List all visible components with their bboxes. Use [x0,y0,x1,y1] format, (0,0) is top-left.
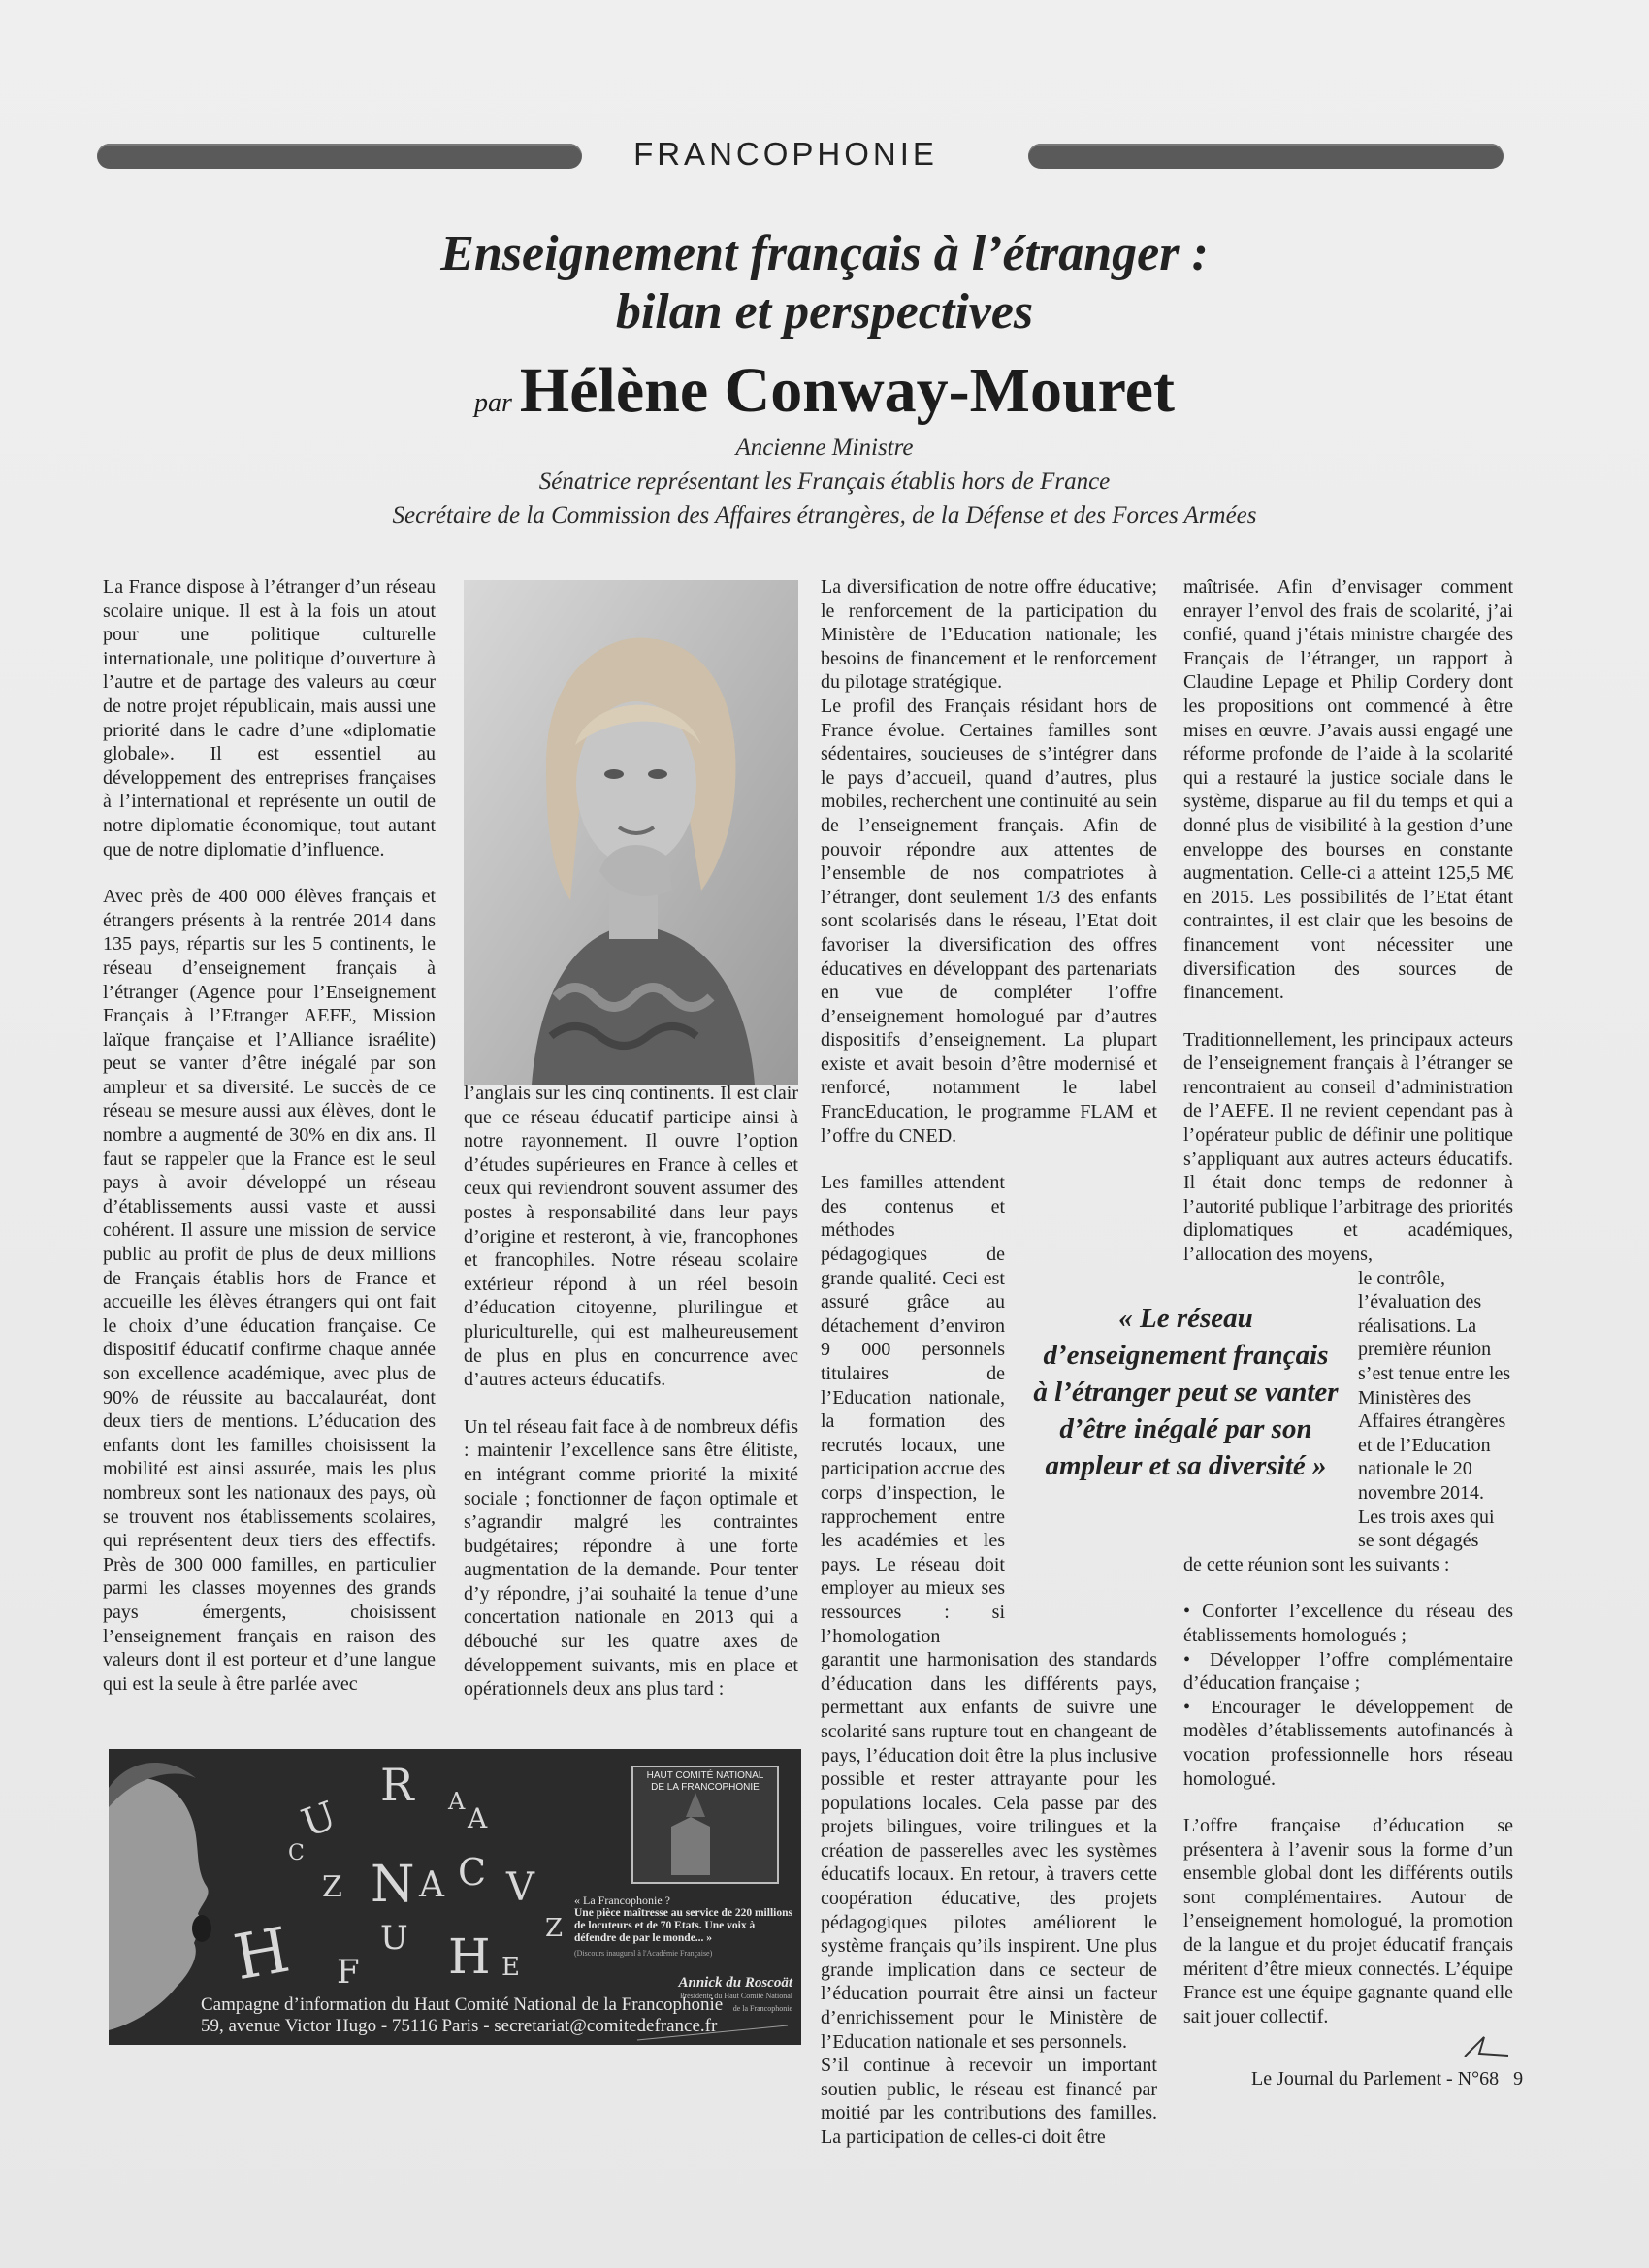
column-3-paragraph-3b: garantit une harmonisation des standards d’éducation dans les différents pays, permettant aux enfants de suivre une scolarité sans rupture tout en changeant de pays, l’éducation doit être la plus inclusive possible et rester attrayante pour les populations locales. Cela passe par des projets bilingues, voire trilingues et la création de passerelles avec les systèmes éducatifs locaux. En retour, à travers cette coopération éducative, des projets pédagogiques pilotes améliorent le système français qu’ils inspirent. Une plus grande implication dans ce secteur de l’éducation pourrait être ainsi un facteur d’enrichissement pour le Ministère de l’Education nationale et ses personnels. [821,1649,1157,2053]
header-rule-left [97,144,582,169]
pull-quote: « Le réseau d’enseignement français à l’étranger peut se vanter d’être inégalé par son ampleur et sa diversité » [1033,1303,1339,1481]
ad-letter: V [506,1865,534,1910]
ad-letter: A [448,1788,466,1815]
column-2-paragraph-1: l’anglais sur les cinq continents. Il est clair que ce réseau éducatif participe ainsi à notre rayonnement. Il ouvre l’option d’études supérieures en France à celles et ceux qui reviendront souvent assumer des postes à responsabilité dans leur pays d’origine et resteront, à vie, francophones et francophiles. Notre réseau scolaire extérieur répond à un réel besoin d’éducation citoyenne, plurilingue et pluriculturelle, qui est malheureusement de plus en plus en concurrence avec d’autres acteurs éducatifs. [464,1083,798,1391]
author-role-1: Ancienne Ministre [735,435,914,461]
column-2-paragraph-2: Un tel réseau fait face à de nombreux défis : maintenir l’excellence sans être élitiste, en intégrant comme priorité la mixité sociale ; fonctionner de façon optimale et s’agrandir malgré les contraintes budgétaires; répondre à une forte augmentation de la demande. Pour tenter d’y répondre, j’ai souhaité la tenue d’une concertation nationale en 2013 qui a débouché sur les quatre axes de développement suivants, mis en place et opérationnels deux ans plus tard : [464,1415,798,1701]
column-4 [1183,575,1513,2081]
author-name: Hélène Conway-Mouret [519,355,1176,426]
author-photo [464,580,798,1085]
ad-letter: U [380,1919,408,1958]
ad-quote-source: (Discours inaugural à l'Académie Française) [574,1949,713,1958]
journal-name: Le Journal du Parlement - N°68 [1251,2068,1500,2090]
byline-par: par [473,388,512,418]
ad-badge-line2: DE LA FRANCOPHONIE [651,1782,760,1793]
ad-letters [228,1759,584,2011]
ad-letter: A [419,1865,444,1905]
ad-letter: Z [322,1870,342,1904]
ad-letter: F [337,1953,360,1992]
column-3-paragraph-4: S’il continue à recevoir un important soutien public, le réseau est financé par moitié par les contributions des familles. La participation de celles-ci doit être [821,2055,1157,2148]
author-role-3: Secrétaire de la Commission des Affaires étrangères, de la Défense et des Forces Armées [392,502,1257,529]
page-number: 9 [1513,2068,1524,2090]
francophonie-advertisement [109,1749,801,2045]
column-1-paragraph-2: Avec près de 400 000 élèves français et étrangers présents à la rentrée 2014 dans 135 pays, répartis sur les 5 continents, le réseau d’enseignement français à l’étranger (Agence pour l’Enseignement Français à l’Etranger AEFE, Mission laïque française et l’Alliance israélite) peut se vanter d’être inégalé par son ampleur et sa diversité. Le succès de ce réseau se mesure aussi aux élèves, dont le nombre a augmenté de 30% en dix ans. Il faut se rappeler que la France est le seul pays à avoir développé un réseau d’établissements aussi vaste et aussi cohérent. Il assure une mission de service public au profit de plus de deux millions de Français établis hors de France et accueille les élèves étrangers qui ont fait le choix d’une éducation française. Ce dispositif éducatif confirme chaque année son excellence académique, avec plus de 90% de réussite au baccalauréat, dont deux tiers de mentions. L’éducation des enfants dont les familles choisissent la mobilité est ainsi assurée, mais les plus nombreux sont les nationaux des pays, où se trouvent nos établissements scolaires, qui représentent deux tiers des effectifs. Près de 300 000 familles, en particulier parmi les classes moyennes des grands pays émergents, choisissent l’enseignement français en raison des valeurs dont il est porteur et d’une langue qui est la seule à être parlée avec [103,886,436,1695]
signature-glyph [1455,2032,1513,2061]
ad-letter: R [380,1759,414,1811]
ad-footer-line2: 59, avenue Victor Hugo - 75116 Paris - secretariat@comitedefrance.fr [201,2016,718,2036]
article-title-line1: Enseignement français à l’étranger : [440,226,1209,281]
page-footer [1251,2068,1523,2090]
column-4-bullet-1: • Conforter l’excellence du réseau des établissements homologués ; [1183,1601,1513,1646]
ad-letter: Z [545,1914,564,1943]
ad-letter: E [501,1953,520,1982]
column-3-paragraph-3a: Les familles attendent des contenus et méthodes pédagogiques de grande qualité. Ceci est assuré grâce au détachement d’environ 9 000 personnels titulaires de l’Education nationale, la formation des recrutés locaux, une participation accrue des corps d’inspection, le rapprochement entre les académies et les pays. Le réseau doit employer au mieux ses ressources : si l’homologation [821,1172,1005,1647]
ad-quote-title: « La Francophonie ? [574,1894,670,1907]
ad-signature-role-1: Présidente du Haut Comité National [680,1992,792,2000]
ad-letter: N [371,1856,415,1914]
ad-signature: Annick du Roscoät [678,1975,792,1991]
column-2 [464,1082,798,1725]
ad-signature-role-2: de la Francophonie [732,2004,792,2013]
ad-quote-text: Une pièce maîtresse au service de 220 millions de locuteurs et de 70 Etats. Une voix à défendre de par le monde... » [574,1907,792,1944]
ad-badge-line1: HAUT COMITÉ NATIONAL [646,1770,764,1781]
column-4-paragraph-3: L’offre française d’éducation se présentera à l’avenir sous la forme d’un ensemble global dont les différents outils sont complémentaires. Autour de l’enseignement homologué, la promotion de la langue et du projet éducatif français méritent d’être mieux connectés. L’équipe France est une équipe gagnante quand elle sait jouer collectif. [1183,1815,1513,2027]
ad-footer [201,1994,783,2037]
column-4-bullet-2: • Développer l’offre complémentaire d’éducation française ; [1183,1648,1513,1695]
ad-letter: A [468,1802,488,1834]
byline [291,354,1358,428]
column-3-paragraph-2: Le profil des Français résidant hors de France évolue. Certaines familles sont sédentaires, soucieuses de s’intégrer dans le pays d’accueil, quand d’autres, plus mobiles, recherchent une continuité au sein de l’enseignement français. Afin de pouvoir répondre aux attentes de l’ensemble de nos compatriotes à l’étranger, dont seulement 1/3 des enfants sont scolarisés dans le réseau, l’Etat doit favoriser la diversification des offres éducatives en développant des partenariats en vue de compléter l’offre d’enseignement homologué par d’autres dispositifs d’enseignement. La plupart existe et avait besoin d’être modernisé et renforcé, notamment le label FrancEducation, le programme FLAM et l’offre du CNED. [821,695,1157,1147]
ad-badge [637,1770,773,1794]
column-4-paragraph-2b: le contrôle, l’évaluation des réalisations. La première réunion s’est tenue entre les Ministères des Affaires étrangères et de l’Education nationale le 20 novembre 2014. Les trois axes qui se sont dégagés [1358,1267,1511,1552]
column-4-paragraph-1: maîtrisée. Afin d’envisager comment enrayer l’envol des frais de scolarité, j’ai confié, quand j’étais ministre chargée des Français de l’étranger, un rapport à Claudine Lepage et Philip Cordery dont les propositions ont commencé à être mises en œuvre. J’avais aussi engagé une réforme profonde de l’aide à la scolarité qui a restauré la justice sociale dans le système, disparue au fil du temps et qui a donné plus de visibilité à la gestion d’une enveloppe des bourses en constante augmentation. Celle-ci a atteint 125,5 M€ en 2015. Les possibilités de l’Etat étant contraintes, il est clair que les besoins de financement vont nécessiter une diversification des sources de financement. [1183,576,1513,1004]
section-label: FRANCOPHONIE [633,136,938,172]
ad-letter: C [288,1841,305,1865]
header-rule-right [1028,144,1504,169]
column-4-bullet-3: • Encourager le développement de modèles d’établissements autofinancés à vocation professionnelle hors réseau homologué. [1183,1696,1513,1790]
ad-letter: U [296,1793,342,1847]
column-4-paragraph-2a: Traditionnellement, les principaux acteurs de l’enseignement français à l’étranger se rencontraient au conseil d’administration de l’AEFE. Il ne revient cependant pas à l’opérateur public de définir une politique s’appliquant aux autres acteurs éducatifs. Il était donc temps de redonner à l’autorité publique l’arbitrage des priorités diplomatiques et académiques, l’allocation des moyens, [1183,1028,1513,1266]
author-role-2: Sénatrice représentant les Français établis hors de France [538,469,1111,495]
author-portrait-illustration [464,580,798,1085]
ad-letter: H [448,1928,491,1985]
ad-letter: H [228,1914,295,1995]
column-3-paragraph-1: La diversification de notre offre éducative; le renforcement de la participation du Ministère de l’Education nationale; les besoins de financement et le renforcement du pilotage stratégique. [821,576,1157,694]
ad-letter: C [458,1851,487,1894]
column-1 [103,575,436,1719]
column-4-paragraph-2c: de cette réunion sont les suivants : [1183,1553,1450,1575]
article-title-line2: bilan et perspectives [615,284,1034,340]
column-1-paragraph-1: La France dispose à l’étranger d’un réseau scolaire unique. Il est à la fois un atout pour une politique culturelle internationale, une politique d’ouverture à l’autre et de partage des valeurs au cœur de notre projet républicain, mais aussi une priorité dans le cadre d’une «diplomatie globale». Il est essentiel au développement des entreprises françaises à l’international et représente un outil de notre diplomatie économique, tout autant que de notre diplomatie d’influence. [103,576,436,860]
ad-footer-line1: Campagne d’information du Haut Comité National de la Francophonie [201,1994,724,2015]
